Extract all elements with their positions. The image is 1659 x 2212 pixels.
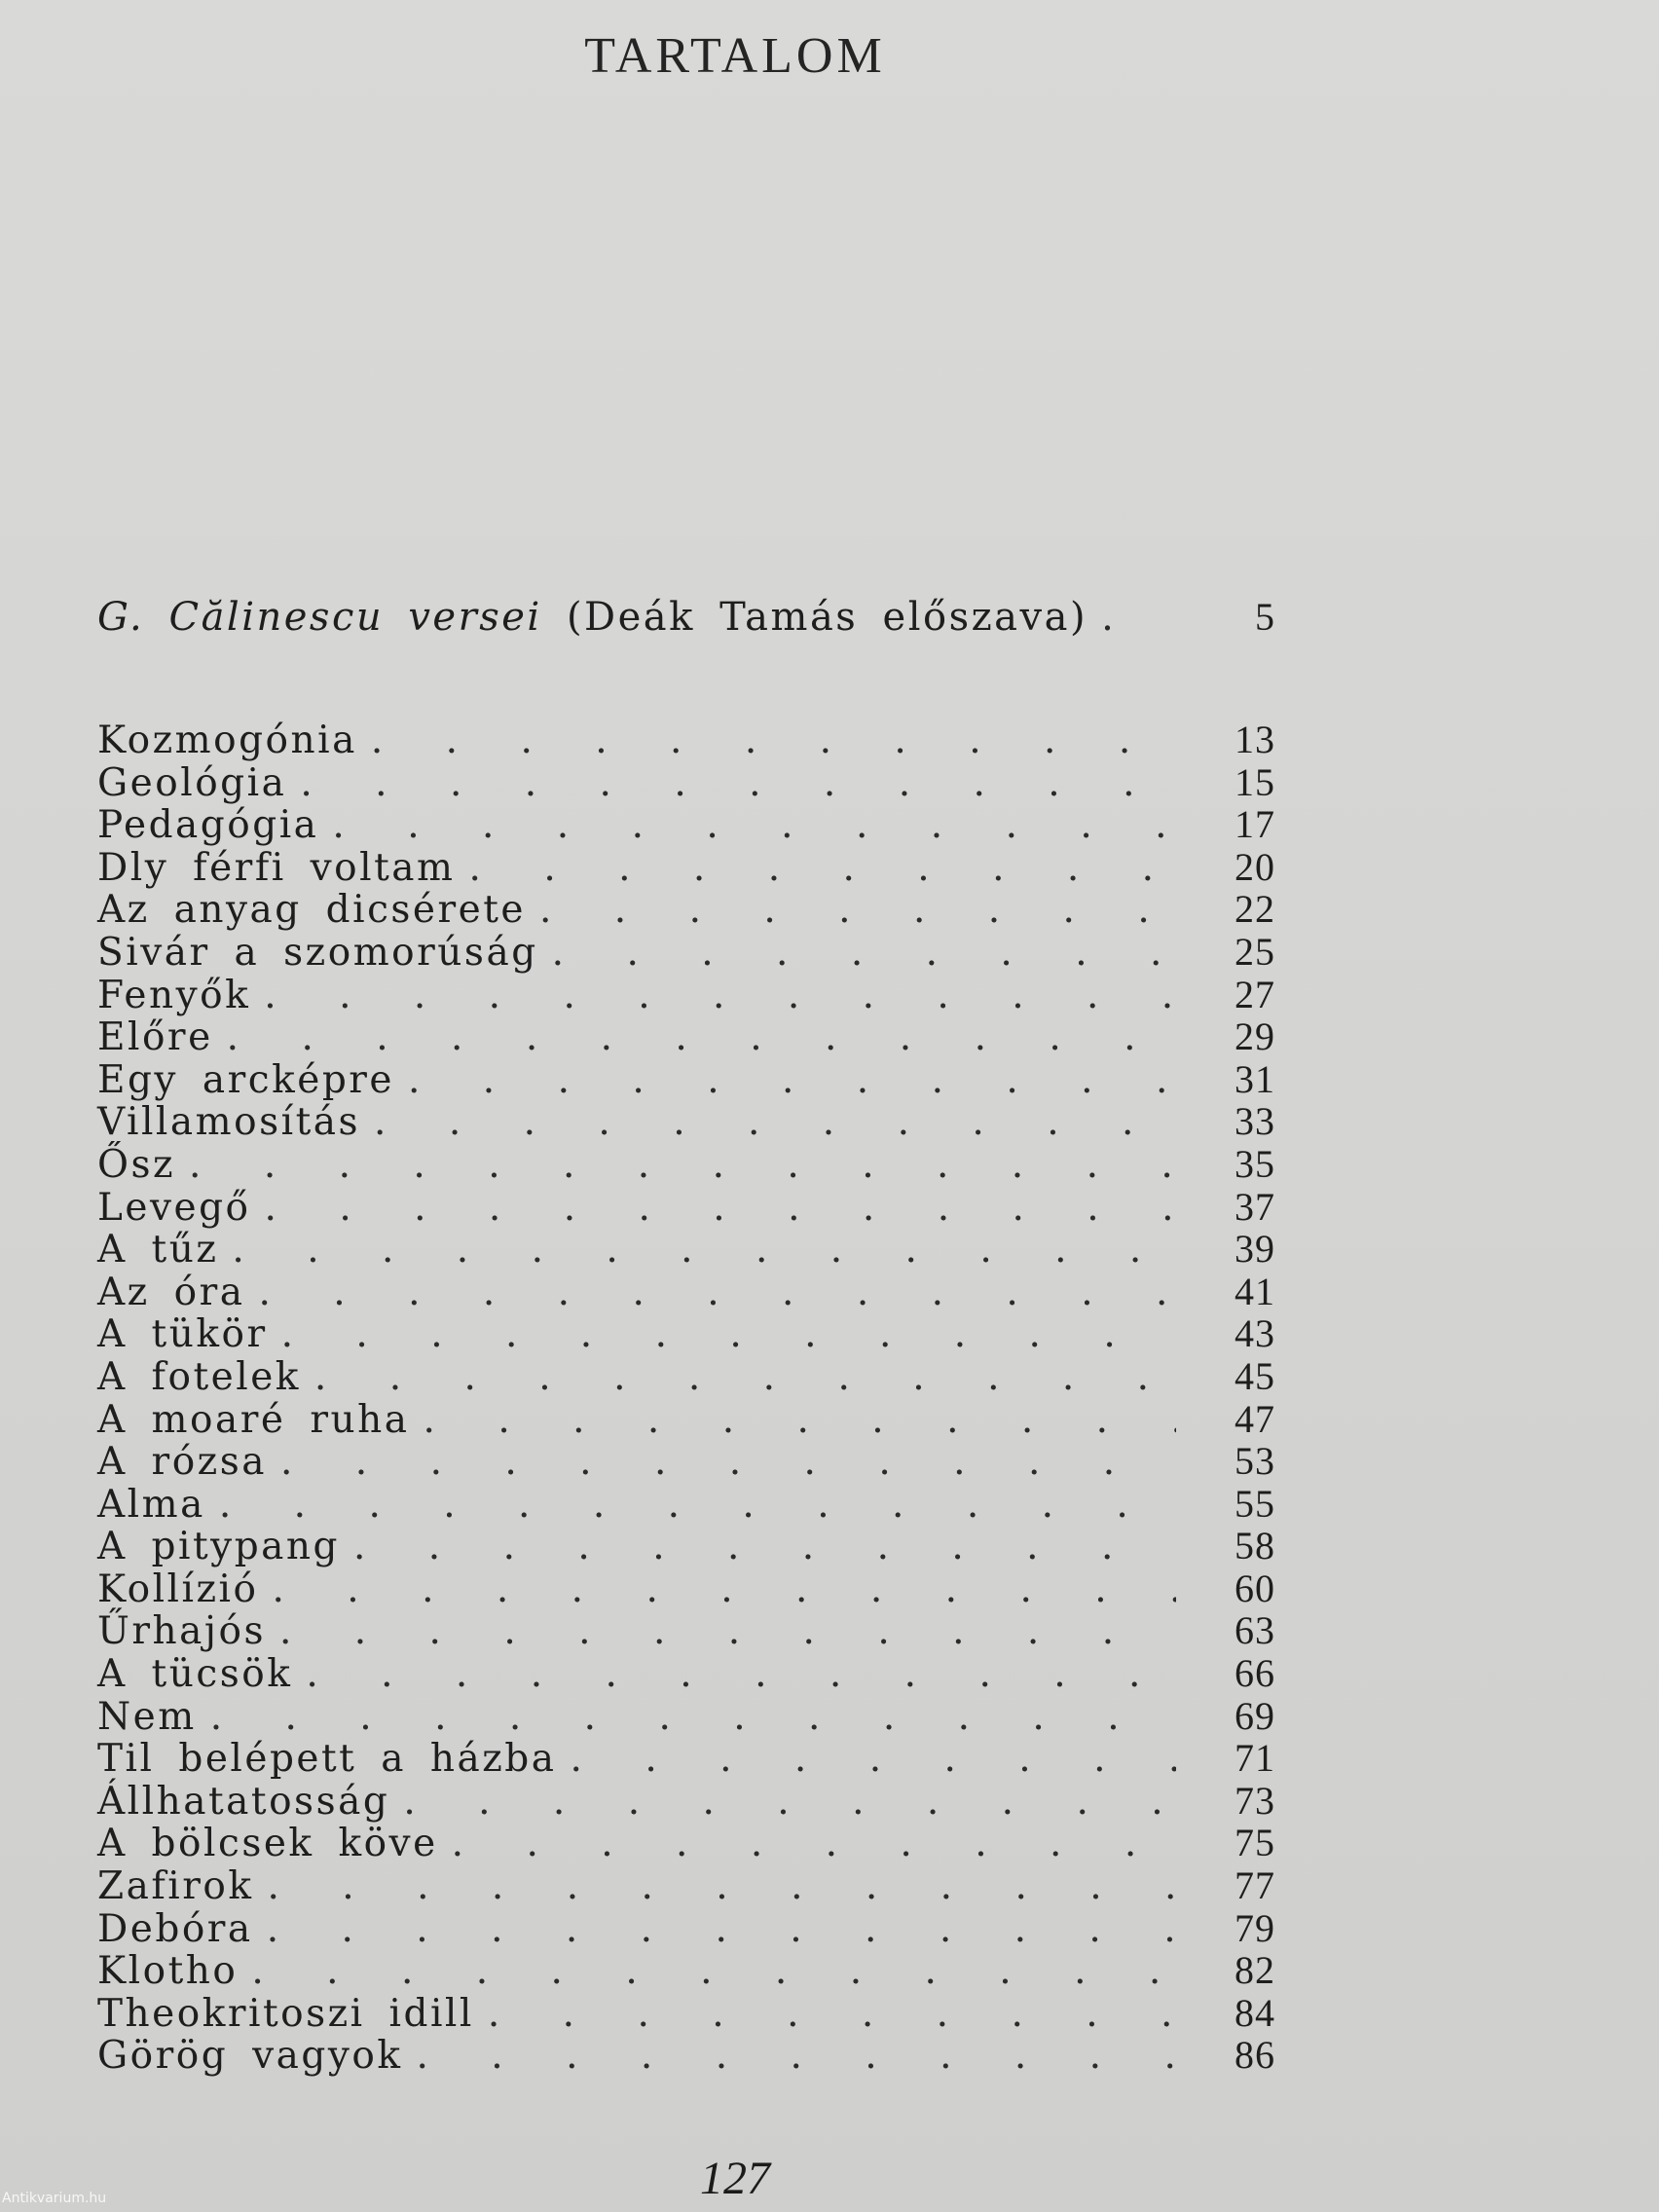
page-number: 73 — [1235, 1778, 1275, 1823]
toc-entry-title: Kozmogónia — [97, 719, 357, 762]
toc-entry-title: Zafirok — [97, 1864, 254, 1909]
dot-leader — [552, 932, 1176, 975]
page-number: 75 — [1235, 1821, 1275, 1865]
toc-row — [97, 1949, 1275, 1992]
toc-row — [97, 1440, 1275, 1483]
toc-entry-title: Debóra — [97, 1906, 253, 1951]
page-number: 33 — [1235, 1099, 1275, 1144]
toc-row — [97, 1822, 1275, 1864]
dot-leader — [219, 1484, 1176, 1527]
toc-entry-title: Geológia — [97, 760, 287, 805]
dot-leader — [306, 1653, 1176, 1696]
toc-row — [97, 761, 1275, 804]
dot-leader — [417, 2035, 1176, 2078]
dot-leader — [279, 1610, 1176, 1653]
toc-row — [97, 1737, 1275, 1780]
toc-row — [97, 1271, 1275, 1313]
page-title: TARTALOM — [584, 28, 886, 84]
folio-page-number: 127 — [700, 2153, 770, 2204]
toc-row — [97, 1312, 1275, 1355]
page-number: 66 — [1235, 1651, 1275, 1696]
toc-row — [97, 1483, 1275, 1526]
toc-row — [97, 1015, 1275, 1058]
toc-entry-title: Klotho — [97, 1949, 239, 1994]
page-number: 79 — [1235, 1905, 1275, 1950]
toc-entry-title: Előre — [97, 1015, 213, 1060]
dot-leader — [264, 975, 1176, 1017]
dot-leader — [280, 1441, 1176, 1484]
toc-entry-title: Az óra — [97, 1270, 245, 1314]
dot-leader — [374, 1101, 1176, 1144]
dot-leader — [227, 1016, 1176, 1059]
toc-row — [97, 803, 1275, 846]
toc-entry-title: Pedagógia — [97, 803, 319, 848]
watermark: Antikvarium.hu — [2, 2191, 107, 2206]
dot-leader — [1101, 597, 1176, 640]
dot-leader — [424, 1399, 1176, 1442]
toc-entry-title: Állhatatosság — [97, 1779, 390, 1824]
toc-entry-title: Fenyők — [97, 973, 251, 1017]
page-number: 15 — [1235, 759, 1275, 804]
dot-leader — [371, 719, 1176, 762]
toc-row — [97, 1907, 1275, 1950]
page-number: 63 — [1235, 1608, 1275, 1653]
dot-leader — [314, 1356, 1176, 1399]
toc-row — [97, 1695, 1275, 1738]
dot-leader — [403, 1781, 1176, 1824]
page-number: 69 — [1235, 1693, 1275, 1738]
toc-row — [97, 1355, 1275, 1398]
dot-leader — [452, 1823, 1176, 1865]
toc-list — [97, 719, 1275, 2077]
toc-entry-title: Kollízió — [97, 1567, 259, 1611]
dot-leader — [258, 1272, 1176, 1314]
toc-row — [97, 1780, 1275, 1823]
page-number: 86 — [1235, 2033, 1275, 2078]
page-number: 35 — [1235, 1141, 1275, 1186]
toc-row — [97, 2034, 1275, 2077]
toc-row — [97, 1058, 1275, 1101]
dot-leader — [267, 1908, 1176, 1951]
page-number: 55 — [1235, 1481, 1275, 1526]
page-number: 58 — [1235, 1524, 1275, 1568]
page-number: 31 — [1235, 1056, 1275, 1101]
toc-row — [97, 1652, 1275, 1695]
page-number: 20 — [1235, 844, 1275, 889]
toc-row — [97, 1143, 1275, 1186]
page-number: 37 — [1235, 1184, 1275, 1229]
dot-leader — [539, 889, 1176, 932]
page-number: 82 — [1235, 1948, 1275, 1993]
dot-leader — [408, 1059, 1176, 1102]
toc-entry-title: Dly férfi voltam — [97, 845, 456, 890]
toc-entry-title: Nem — [97, 1694, 197, 1739]
page-number: 41 — [1235, 1269, 1275, 1313]
toc-entry-title: Levegő — [97, 1185, 251, 1230]
dot-leader — [571, 1738, 1176, 1781]
page-number: 53 — [1235, 1439, 1275, 1484]
toc-row — [97, 931, 1275, 974]
page-number: 77 — [1235, 1863, 1275, 1908]
dot-leader — [353, 1526, 1176, 1568]
page-number: 45 — [1235, 1353, 1275, 1398]
toc-entry-title: Egy arcképre — [97, 1057, 395, 1102]
toc-entry-title: Sivár a szomorúság — [97, 930, 538, 975]
toc-row — [97, 596, 1275, 639]
page-number: 17 — [1235, 802, 1275, 847]
page-number: 84 — [1235, 1990, 1275, 2035]
toc-entry-title: A tükör — [97, 1312, 268, 1357]
toc-row — [97, 1525, 1275, 1567]
toc-entry-title: A tűz — [97, 1228, 219, 1272]
toc-row — [97, 1100, 1275, 1143]
toc-entry-title: Az anyag dicsérete — [97, 888, 526, 933]
toc-row — [97, 1992, 1275, 2035]
dot-leader — [232, 1229, 1176, 1272]
page-number: 39 — [1235, 1227, 1275, 1272]
page-number: 29 — [1235, 1014, 1275, 1059]
dot-leader — [281, 1313, 1176, 1356]
dot-leader — [268, 1865, 1176, 1908]
toc-entry-title: A tücsök — [97, 1652, 293, 1697]
dot-leader — [332, 804, 1176, 847]
page-number: 71 — [1235, 1736, 1275, 1781]
dot-leader — [189, 1144, 1176, 1187]
toc-row — [97, 846, 1275, 889]
toc-row — [97, 1567, 1275, 1610]
preface-author: G. Călinescu versei — [97, 595, 542, 640]
toc-entry-title: Ősz — [97, 1142, 176, 1187]
toc-entry-title: Űrhajós — [97, 1609, 266, 1654]
preface-entry — [97, 596, 1275, 639]
toc-row — [97, 974, 1275, 1016]
toc-entry-title: Theokritoszi idill — [97, 1991, 474, 2036]
toc-row — [97, 719, 1275, 761]
toc-entry-title: A bölcsek köve — [97, 1822, 438, 1866]
toc-row — [97, 1186, 1275, 1229]
dot-leader — [210, 1696, 1176, 1739]
page-number: 25 — [1235, 929, 1275, 974]
page-number: 27 — [1235, 972, 1275, 1016]
dot-leader — [265, 1187, 1176, 1230]
preface-title — [97, 597, 1088, 640]
page-number: 13 — [1235, 718, 1275, 761]
dot-leader — [469, 847, 1176, 890]
toc-row — [97, 1398, 1275, 1441]
toc-entry-title: Alma — [97, 1482, 205, 1527]
toc-entry-title: Görög vagyok — [97, 2034, 403, 2079]
dot-leader — [488, 1993, 1176, 2036]
page-number: 5 — [1255, 595, 1275, 639]
toc-row — [97, 888, 1275, 931]
toc-row — [97, 1228, 1275, 1271]
dot-leader — [273, 1568, 1177, 1611]
toc-entry-title: A fotelek — [97, 1354, 301, 1399]
dot-leader — [251, 1950, 1176, 1993]
toc-entry-title: A moaré ruha — [97, 1397, 410, 1442]
page-number: 22 — [1235, 887, 1275, 932]
toc-entry-title: Villamosítás — [97, 1100, 361, 1145]
toc-row — [97, 1609, 1275, 1652]
page-number: 47 — [1235, 1396, 1275, 1441]
toc-row — [97, 1864, 1275, 1907]
preface-note: (Deák Tamás előszava) — [566, 595, 1088, 640]
toc-entry-title: A pitypang — [97, 1525, 341, 1569]
page-number: 60 — [1235, 1566, 1275, 1610]
dot-leader — [300, 762, 1176, 805]
toc-entry-title: Til belépett a házba — [97, 1737, 557, 1782]
toc-entry-title: A rózsa — [97, 1440, 267, 1485]
page-number: 43 — [1235, 1311, 1275, 1356]
